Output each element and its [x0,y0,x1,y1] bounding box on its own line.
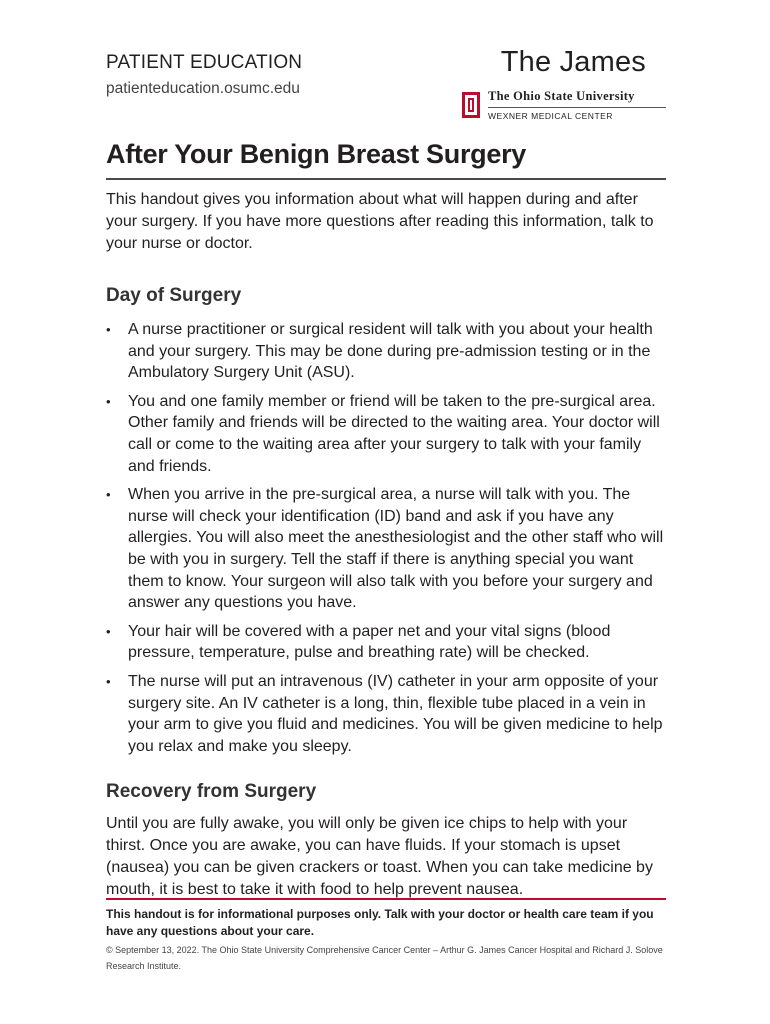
copyright: © September 13, 2022. The Ohio State University Comprehensive Cancer Center – Arthur G. James Cancer Hospital and Richard J. Solove Research Institute. [106,945,663,971]
disclaimer: This handout is for informational purposes only. Talk with your doctor or health care team if you have any questions about your care. [106,907,654,938]
brand-name: The James [500,46,646,78]
website-url: patienteducation.osumc.edu [106,80,300,97]
section-heading-day-of-surgery: Day of Surgery [106,285,242,306]
list-item: • When you arrive in the pre-surgical area, a nurse will talk with you. The nurse will check your identification (ID) band and ask if you have any allergies. You will also meet the anesthesiologist and the other staff who will be with you in surgery. Tell the staff if there is anything special you want them to know. Your surgeon will also talk with you before your surgery and answer any questions you have. [106,486,664,612]
medical-center-name: WEXNER MEDICAL CENTER [488,111,613,121]
list-item: • You and one family member or friend will be taken to the pre-surgical area. Other family and friends will be directed to the waiting area. Your doctor will call or come to the waiting area after your surgery to talk with your family and friends. [106,392,660,475]
header-left [106,52,302,98]
osu-logo [460,89,666,121]
document-body [106,189,666,901]
intro-paragraph: This handout gives you information about what will happen during and after your surgery. If you have more questions after reading this information, talk to your nurse or doctor. [106,191,654,252]
recovery-paragraph: Until you are fully awake, you will only be given ice chips to help with your thirst. Once you are awake, you can have fluids. If your stomach is upset (nausea) you can be given crackers or toast. When you can take medicine by mouth, it is best to take it with food to help prevent nausea. [106,815,653,899]
list-item: • Your hair will be covered with a paper net and your vital signs (blood pressure, temperature, pulse and breathing rate) will be checked. [106,622,611,662]
section-heading-recovery: Recovery from Surgery [106,781,317,803]
university-name: The Ohio State University [488,89,666,108]
brand-block [460,46,666,121]
footer [106,898,666,974]
day-of-surgery-list [106,319,666,757]
list-item: • The nurse will put an intravenous (IV) catheter in your arm opposite of your surgery site. An IV catheter is a long, thin, flexible tube placed in a vein in your arm to give you fluid and medicines. You will be given medicine to help you relax and make you sleepy. [106,672,663,755]
block-o-icon [460,90,482,120]
page-title: After Your Benign Breast Surgery [106,139,666,180]
section-label: PATIENT EDUCATION [106,52,303,73]
list-item: • A nurse practitioner or surgical resident will talk with you about your health and your surgery. This may be done during pre-admission testing or in the Ambulatory Surgery Unit (ASU). [106,321,653,382]
